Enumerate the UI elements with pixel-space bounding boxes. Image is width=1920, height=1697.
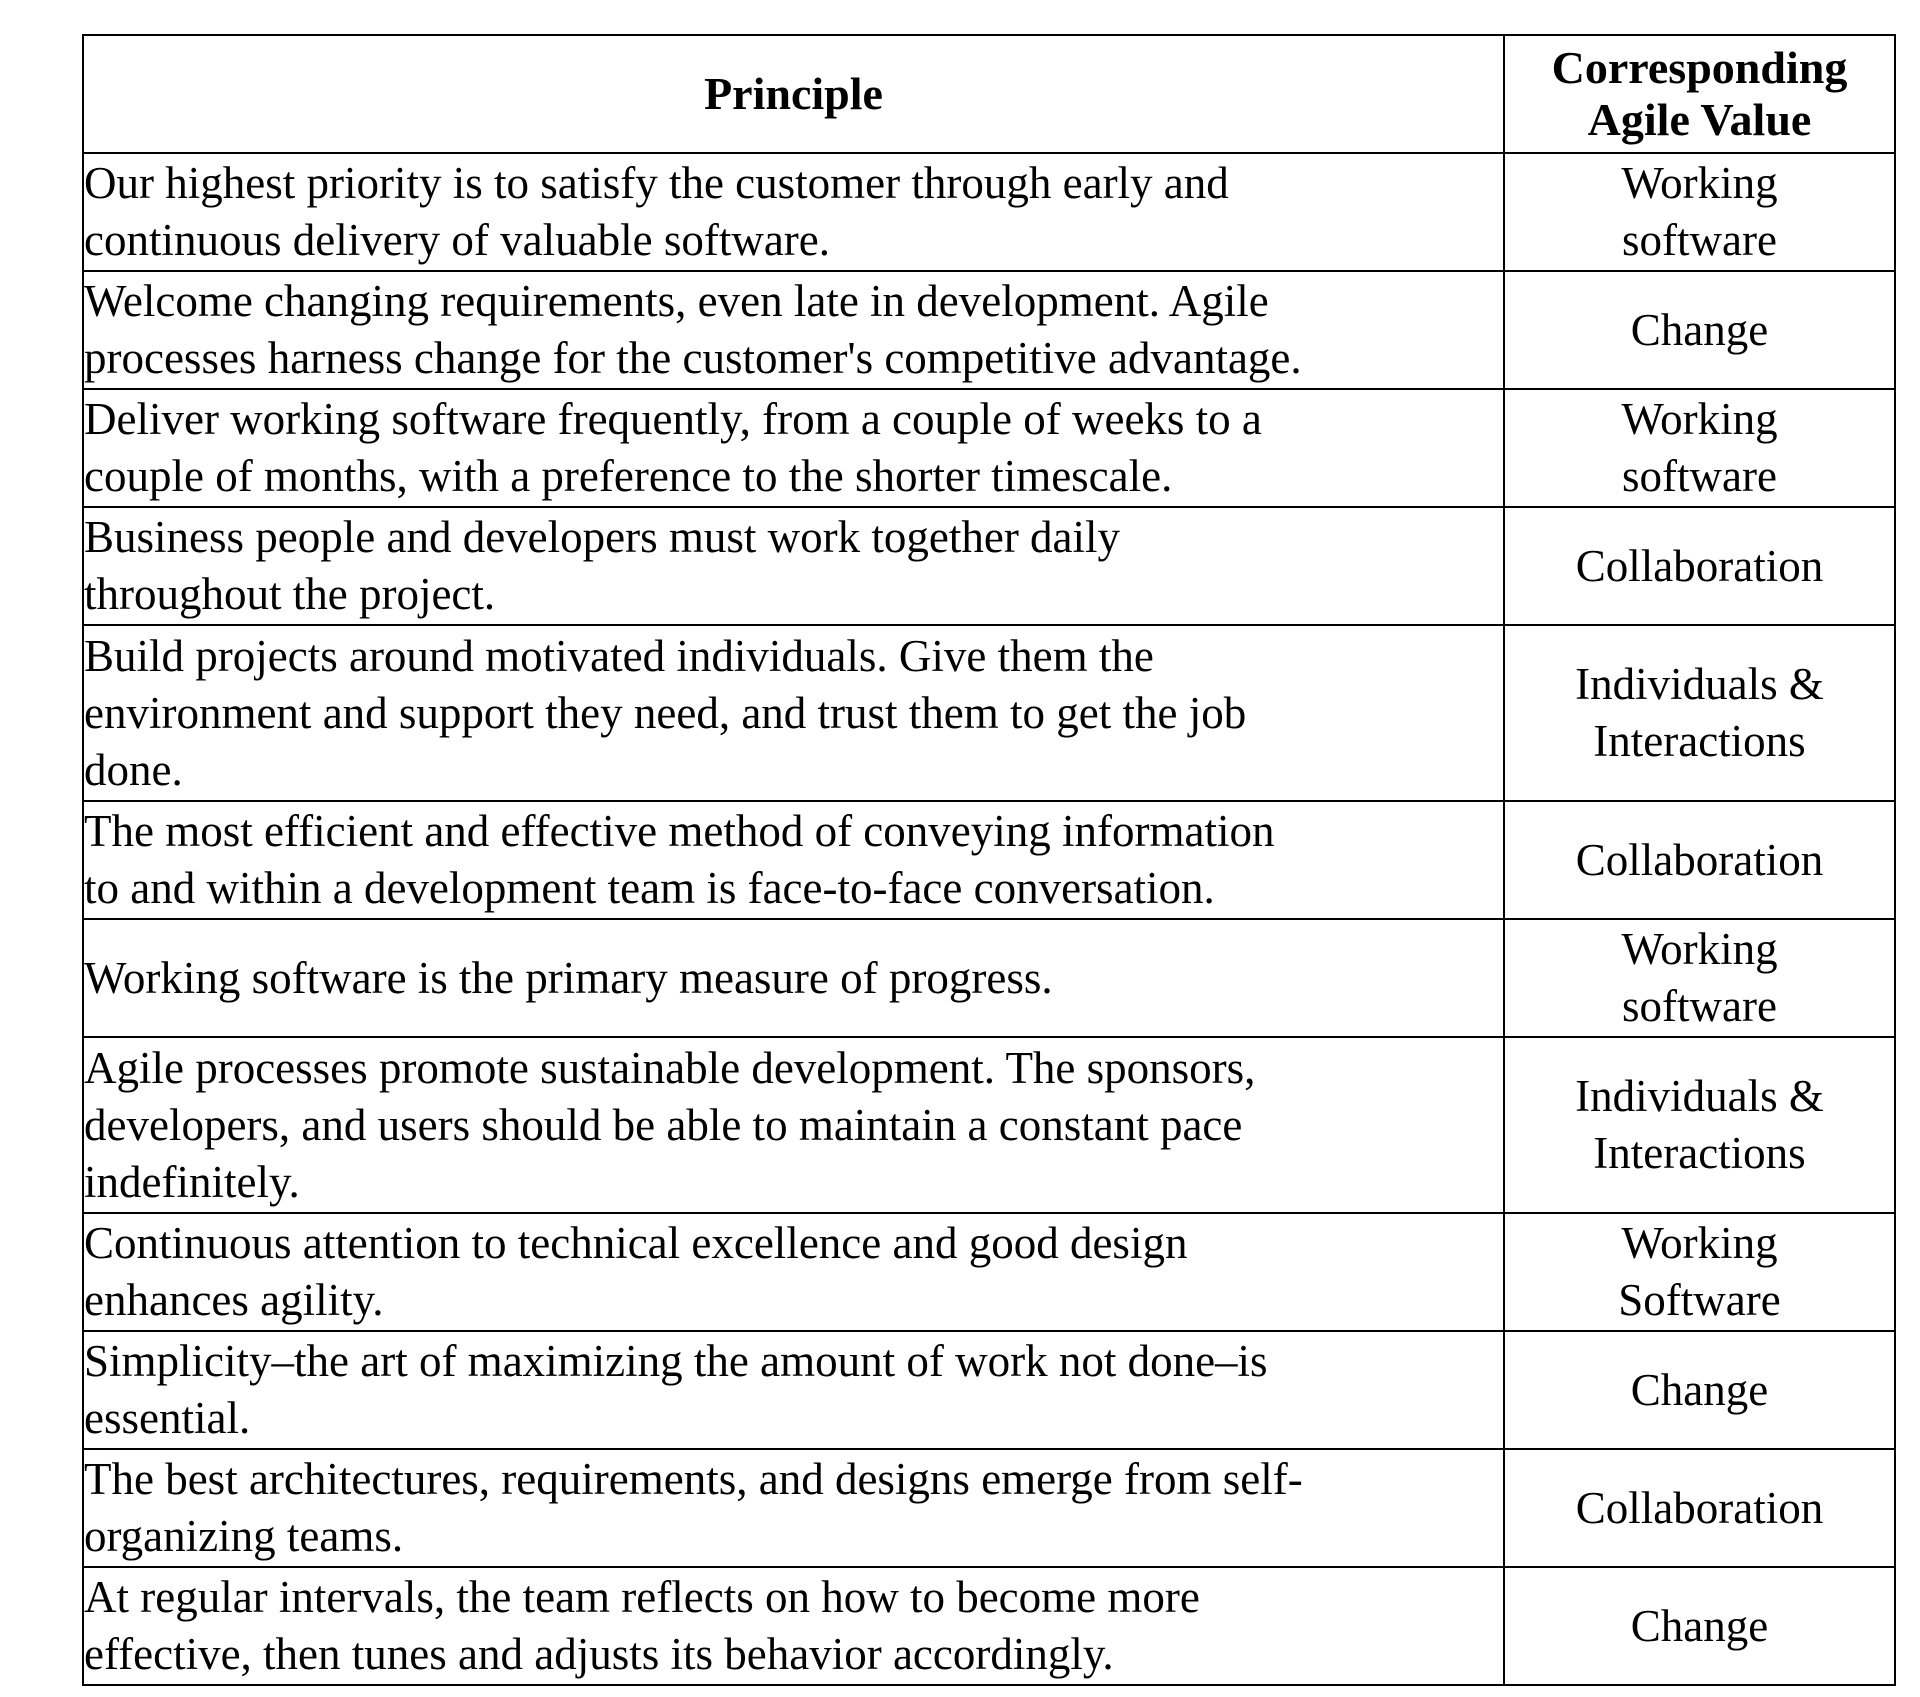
agile-value-cell: Individuals & Interactions: [1504, 625, 1895, 801]
principle-column-header: Principle: [83, 35, 1504, 153]
principle-cell: Agile processes promote sustainable development. The sponsors, developers, and users should be able to maintain a constant pace indefinitely.: [83, 1037, 1504, 1213]
table-row: [83, 1331, 1895, 1449]
agile-value-cell: Collaboration: [1504, 801, 1895, 919]
table-row: [83, 625, 1895, 801]
agile-value-cell: Individuals & Interactions: [1504, 1037, 1895, 1213]
agile-value-column-header: Corresponding Agile Value: [1504, 35, 1895, 153]
table-row: [83, 1567, 1895, 1685]
agile-value-cell: Change: [1504, 1331, 1895, 1449]
table-header-row: [83, 35, 1895, 153]
principle-cell: Continuous attention to technical excellence and good design enhances agility.: [83, 1213, 1504, 1331]
agile-value-cell: Change: [1504, 1567, 1895, 1685]
principle-cell: Simplicity–the art of maximizing the amount of work not done–is essential.: [83, 1331, 1504, 1449]
principle-cell: Business people and developers must work together daily throughout the project.: [83, 507, 1504, 625]
table-row: [83, 153, 1895, 271]
table-row: [83, 1037, 1895, 1213]
table-row: [83, 507, 1895, 625]
table-row: [83, 271, 1895, 389]
principle-cell: Working software is the primary measure of progress.: [83, 919, 1504, 1037]
agile-value-cell: Working software: [1504, 153, 1895, 271]
principle-cell: Welcome changing requirements, even late in development. Agile processes harness change for the customer's competitive advantage.: [83, 271, 1504, 389]
agile-value-cell: Working Software: [1504, 1213, 1895, 1331]
agile-value-cell: Working software: [1504, 919, 1895, 1037]
agile-principles-table: [82, 34, 1896, 1686]
table-row: [83, 919, 1895, 1037]
agile-value-cell: Collaboration: [1504, 507, 1895, 625]
table-row: [83, 1449, 1895, 1567]
principle-cell: Our highest priority is to satisfy the customer through early and continuous delivery of valuable software.: [83, 153, 1504, 271]
agile-value-cell: Change: [1504, 271, 1895, 389]
table-row: [83, 1213, 1895, 1331]
principle-cell: Build projects around motivated individuals. Give them the environment and support they need, and trust them to get the job done.: [83, 625, 1504, 801]
principle-cell: The best architectures, requirements, and designs emerge from self- organizing teams.: [83, 1449, 1504, 1567]
principle-cell: Deliver working software frequently, from a couple of weeks to a couple of months, with a preference to the shorter timescale.: [83, 389, 1504, 507]
principle-cell: The most efficient and effective method of conveying information to and within a development team is face-to-face conversation.: [83, 801, 1504, 919]
table-row: [83, 801, 1895, 919]
principle-cell: At regular intervals, the team reflects on how to become more effective, then tunes and adjusts its behavior accordingly.: [83, 1567, 1504, 1685]
agile-value-cell: Collaboration: [1504, 1449, 1895, 1567]
agile-value-cell: Working software: [1504, 389, 1895, 507]
table-row: [83, 389, 1895, 507]
